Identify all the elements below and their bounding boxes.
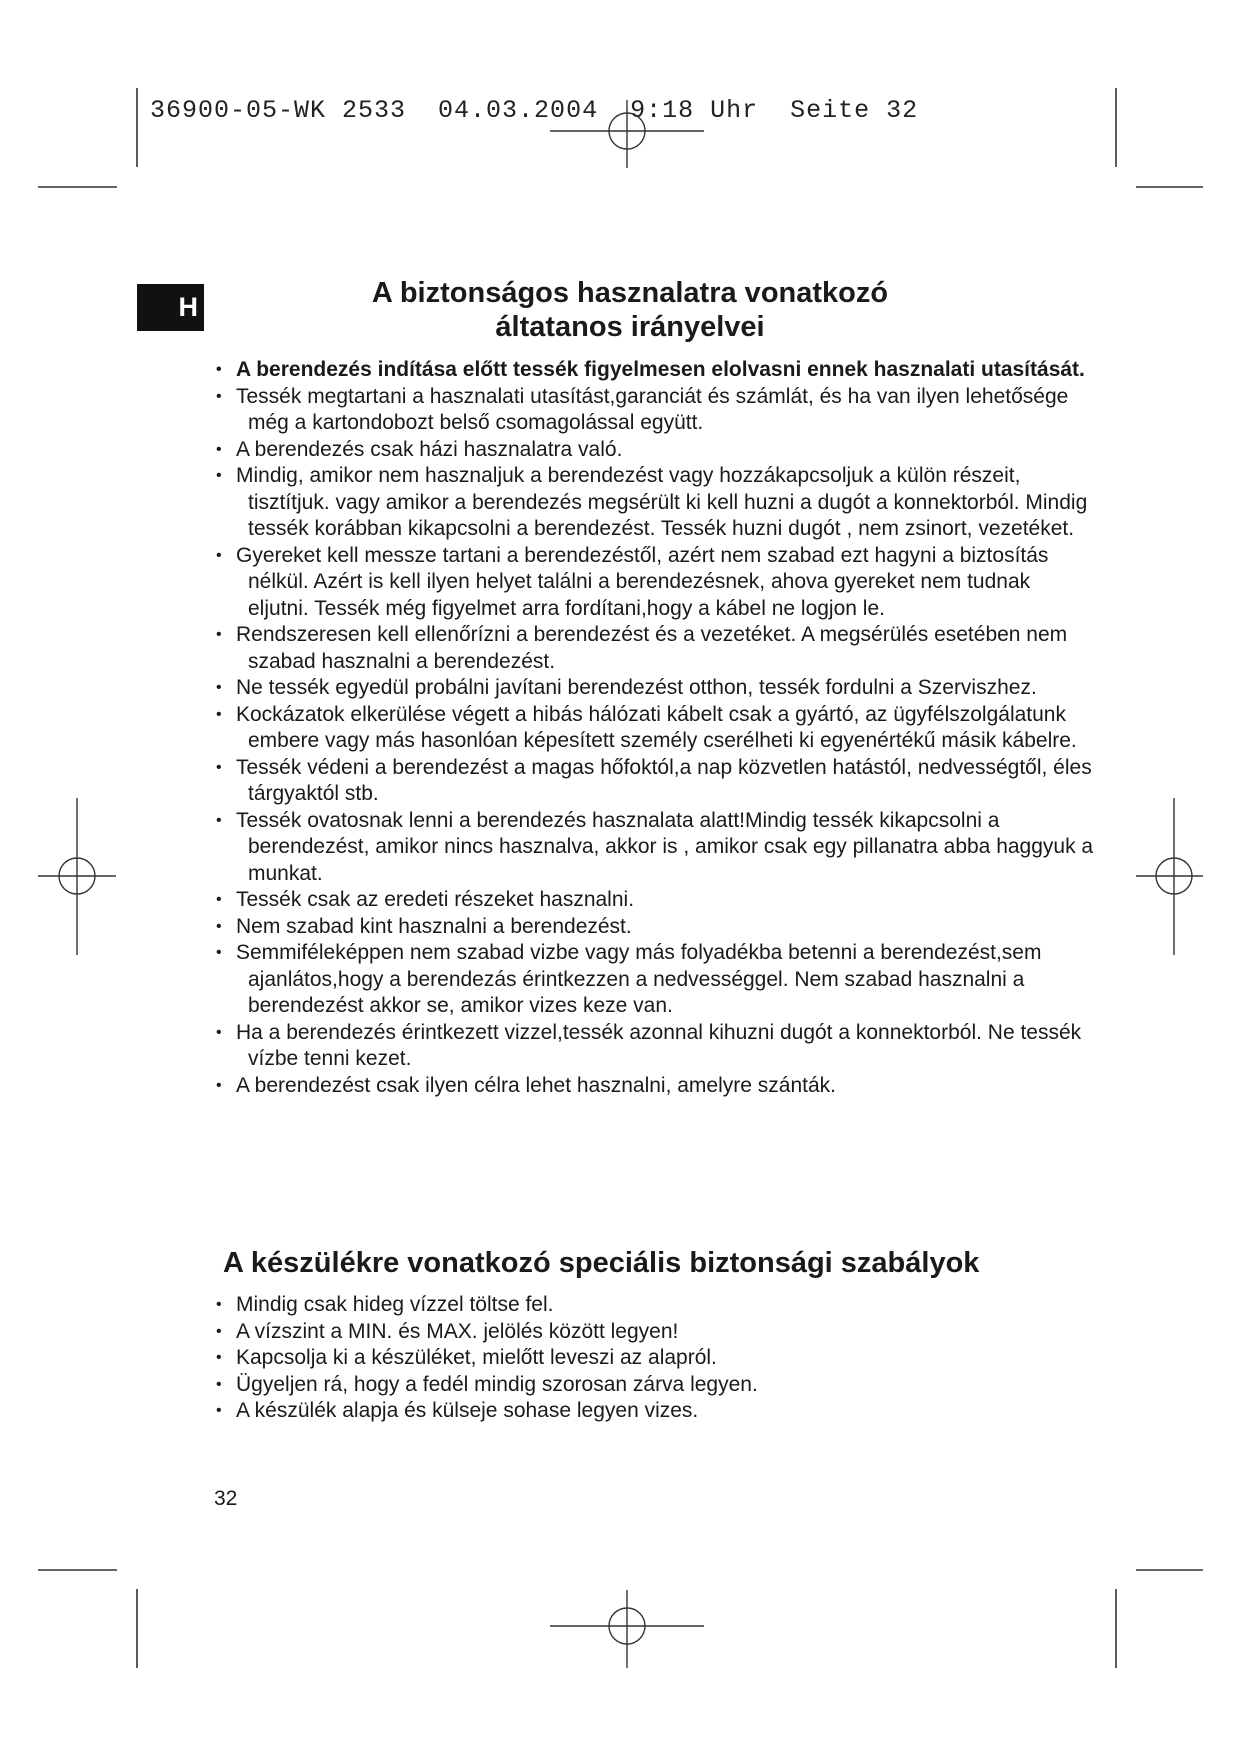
special-safety-list xyxy=(216,1292,1096,1425)
language-tab: H xyxy=(137,284,204,331)
list-item: • A készülék alapja és külseje sohase legyen vizes. xyxy=(216,1398,1096,1425)
list-item: • Tessék csak az eredeti részeket hasznalni. xyxy=(216,887,1096,914)
list-item: • Tessék megtartani a hasznalati utasítást,garanciát és számlát, és ha van ilyen lehetősége még a kartondobozt belső csomagolással együtt. xyxy=(216,384,1096,437)
list-item: • Ha a berendezés érintkezett vizzel,tessék azonnal kihuzni dugót a konnektorból. Ne tessék vízbe tenni kezet. xyxy=(216,1020,1096,1073)
list-item: • Semmiféleképpen nem szabad vizbe vagy más folyadékba betenni a berendezést,sem ajanlátos,hogy a berendezás érintkezzen a nedvességgel. Nem szabad hasznalni a berendezést akkor se, amikor vizes keze van. xyxy=(216,940,1096,1020)
list-item: • Tessék ovatosnak lenni a berendezés hasznalata alatt!Mindig tessék kikapcsolni a berendezést, amikor nincs hasznalva, akkor is , amikor csak egy pillanatra abba haggyuk a munkat. xyxy=(216,808,1096,888)
list-item: • Rendszeresen kell ellenőrízni a berendezést és a vezetéket. A megsérülés esetében nem szabad hasznalni a berendezést. xyxy=(216,622,1096,675)
registration-mark-right xyxy=(1136,798,1203,955)
list-item: • A berendezés indítása előtt tessék figyelmesen elolvasni ennek hasznalati utasítását. xyxy=(216,357,1096,384)
print-slug-header: 36900-05-WK 2533 04.03.2004 9:18 Uhr Seite 32 xyxy=(150,96,919,125)
list-item: • Kapcsolja ki a készüléket, mielőtt leveszi az alapról. xyxy=(216,1345,1096,1372)
list-item: • A vízszint a MIN. és MAX. jelölés között legyen! xyxy=(216,1319,1096,1346)
registration-mark-bottom xyxy=(550,1590,704,1668)
list-item: • A berendezést csak ilyen célra lehet hasznalni, amelyre szánták. xyxy=(216,1073,1096,1100)
general-safety-list xyxy=(216,357,1096,1099)
section-title-line-2: áltatanos irányelvei xyxy=(495,311,765,343)
special-rules-title: A készülékre vonatkozó speciális biztonsági szabályok xyxy=(223,1247,980,1279)
list-item: • Tessék védeni a berendezést a magas hőfoktól,a nap közvetlen hatástól, nedvességtől, éles tárgyaktól stb. xyxy=(216,755,1096,808)
list-item: • Mindig csak hideg vízzel töltse fel. xyxy=(216,1292,1096,1319)
list-item: • Nem szabad kint hasznalni a berendezést. xyxy=(216,914,1096,941)
page-number: 32 xyxy=(214,1487,238,1510)
section-title-line-1: A biztonságos hasznalatra vonatkozó xyxy=(371,277,889,309)
list-item: • Ne tessék egyedül probálni javítani berendezést otthon, tessék fordulni a Szerviszhez. xyxy=(216,675,1096,702)
list-item: • Ügyeljen rá, hogy a fedél mindig szorosan zárva legyen. xyxy=(216,1372,1096,1399)
list-item: • Kockázatok elkerülése végett a hibás hálózati kábelt csak a gyártó, az ügyfélszolgálatunk embere vagy más hasonlóan képesített személy cserélheti ki egyenértékű másik kábelre. xyxy=(216,702,1096,755)
section-title xyxy=(210,276,1050,344)
list-item: • A berendezés csak házi hasznalatra való. xyxy=(216,437,1096,464)
registration-mark-left xyxy=(38,798,116,955)
list-item: • Gyereket kell messze tartani a berendezéstől, azért nem szabad ezt hagyni a biztosítás nélkül. Azért is kell ilyen helyet találni a berendezésnek, ahova gyereket nem tudnak eljutni. Tessék még figyelmet arra fordítani,hogy a kábel ne logjon le. xyxy=(216,543,1096,623)
list-item: • Mindig, amikor nem hasznaljuk a berendezést vagy hozzákapcsoljuk a külön részeit, tisztítjuk. vagy amikor a berendezés megsérült ki kell huzni a dugót a konnektorból. Mindig tessék korábban kikapcsolni a berendezést. Tessék huzni dugót , nem zsinort, vezetéket. xyxy=(216,463,1096,543)
